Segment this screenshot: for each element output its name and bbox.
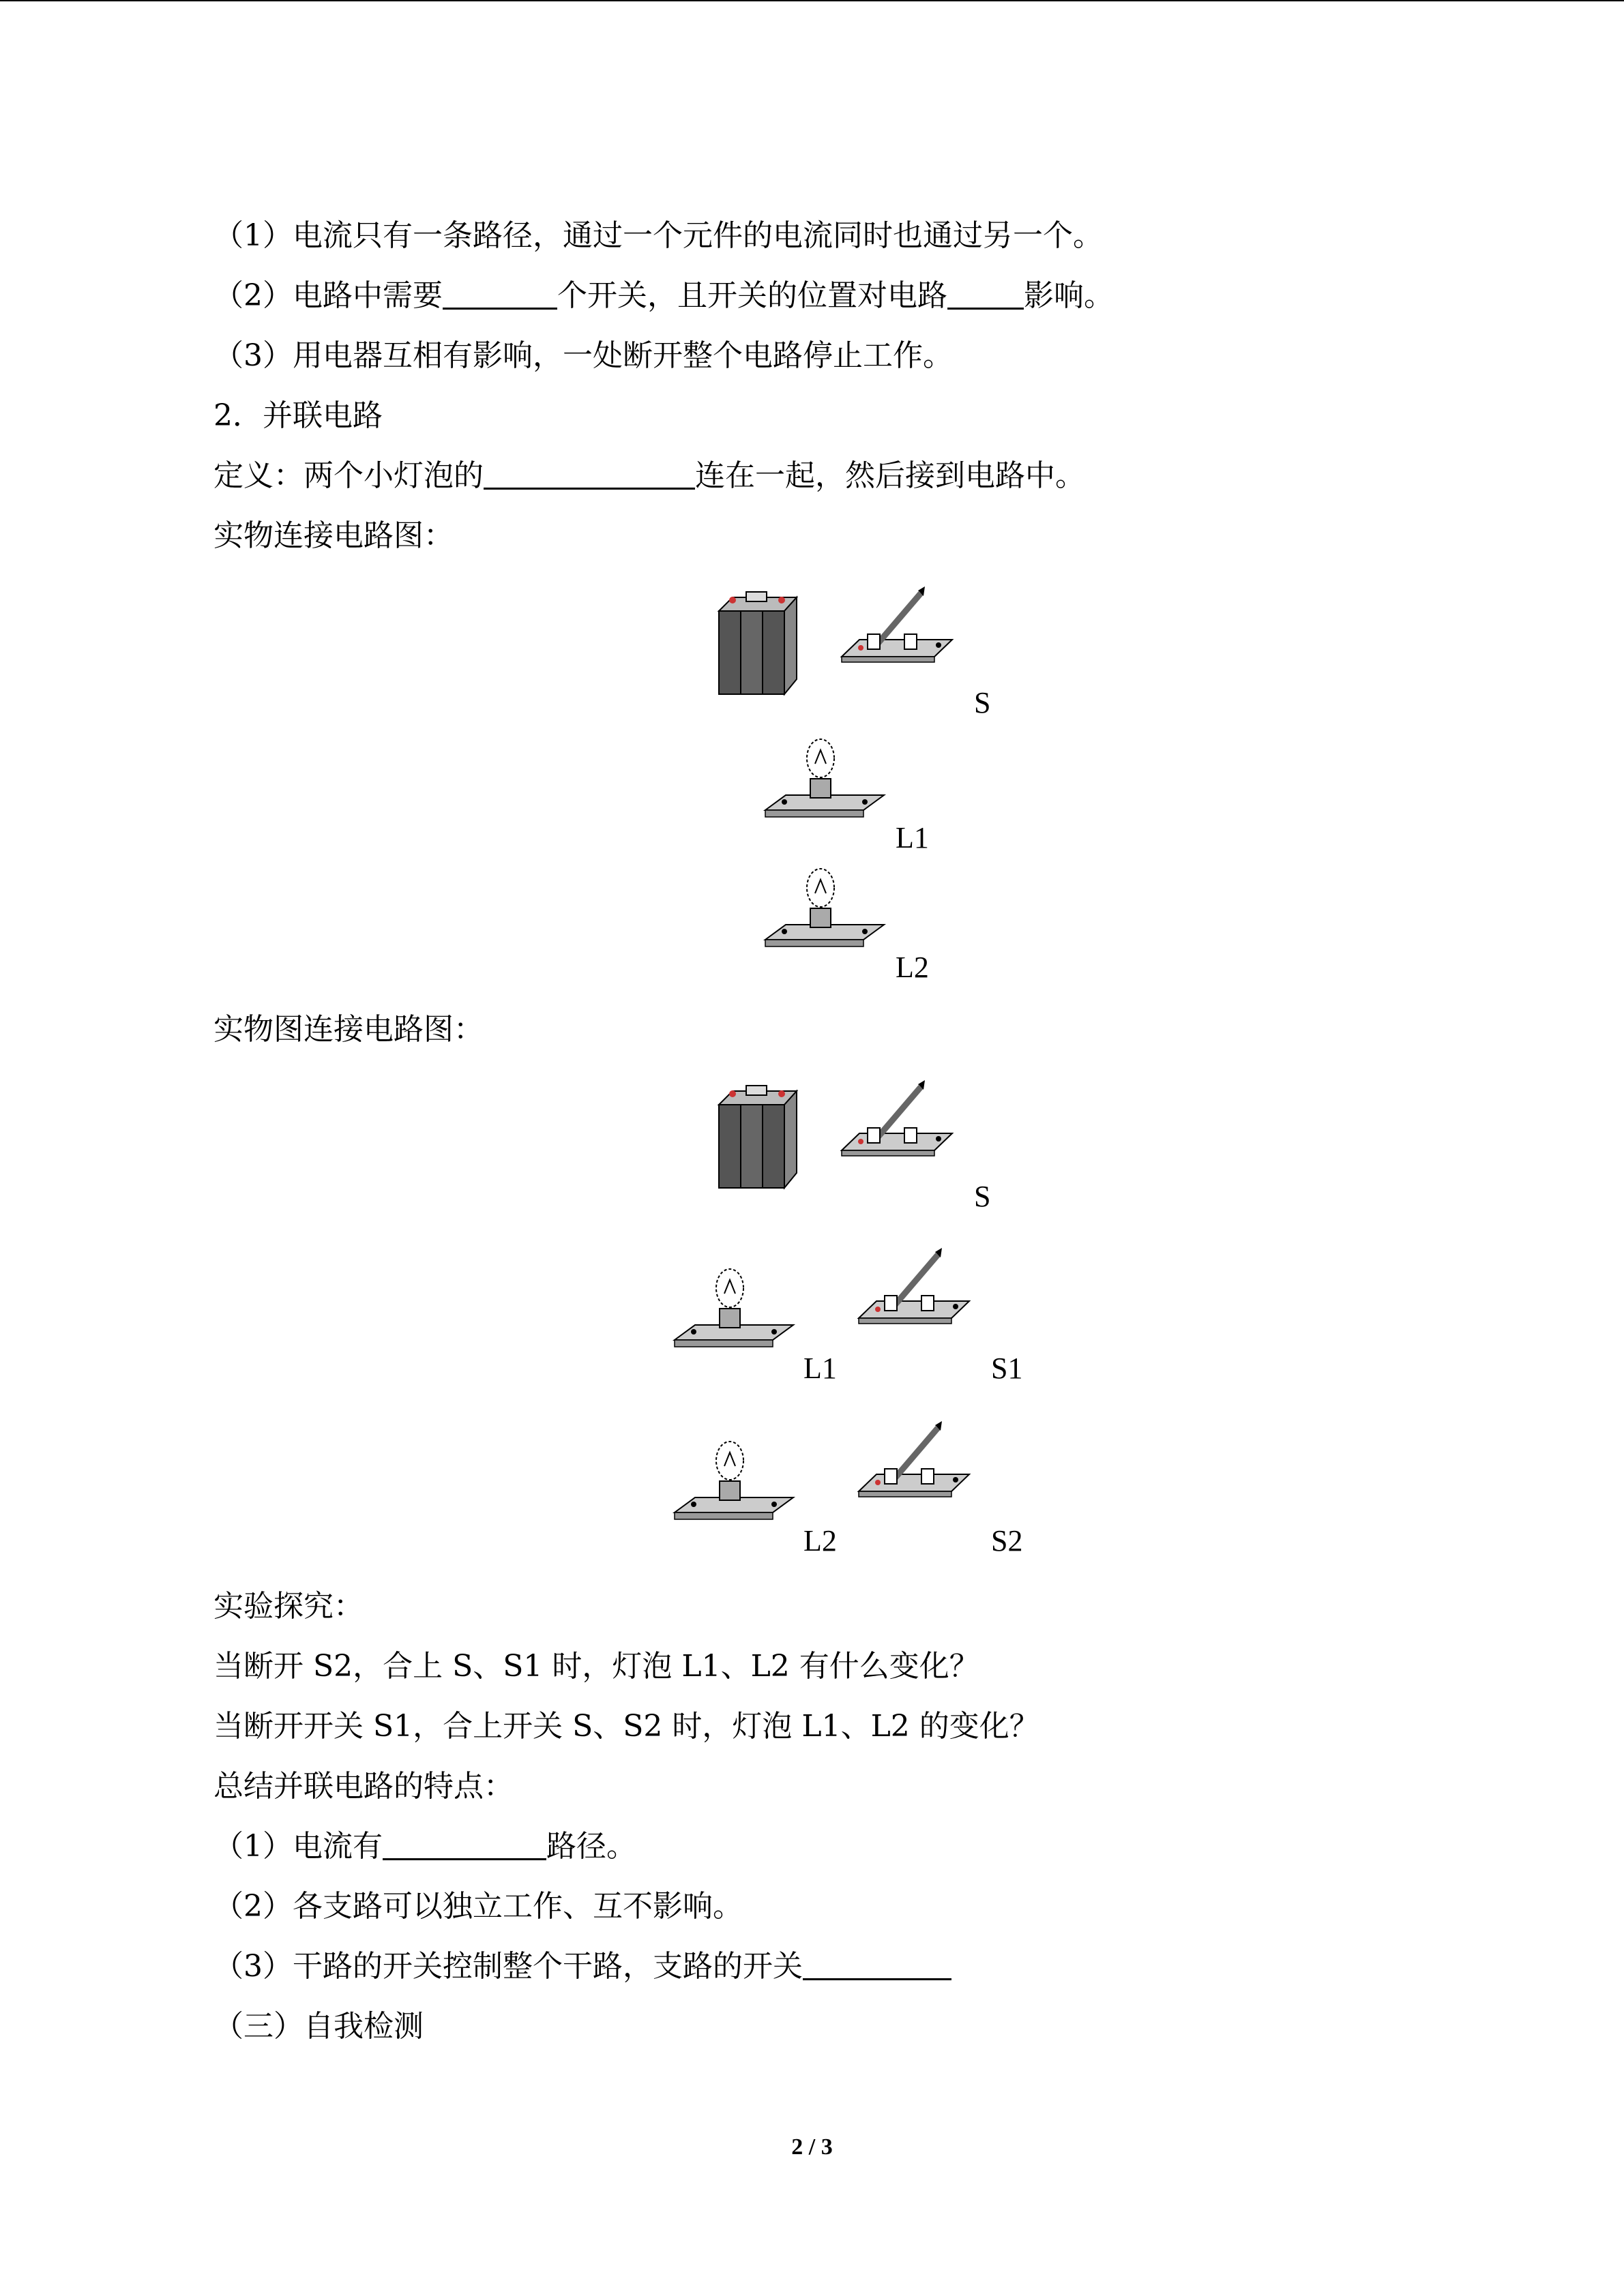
top-border [0, 0, 1624, 1]
lamp-icon [672, 1437, 795, 1533]
section-heading-self-check: （三）自我检测 [213, 2009, 424, 2044]
lamp-label: L1 [803, 1352, 837, 1385]
series-feature-3: （3）用电器互相有影响，一处断开整个电路停止工作。 [213, 338, 953, 373]
switch-icon [856, 1420, 972, 1502]
battery-icon [716, 592, 798, 698]
lamp-label: L1 [896, 821, 929, 854]
section-heading-parallel: 2．并联电路 [213, 398, 383, 433]
question-1: 当断开 S2，合上 S、S1 时，灯泡 L1、L2 有什么变化？ [213, 1649, 979, 1684]
text: 影响。 [1024, 278, 1114, 313]
summary-heading: 总结并联电路的特点： [213, 1769, 514, 1804]
parallel-feature-1 [213, 1828, 636, 1866]
parallel-feature-3 [213, 1948, 951, 1986]
answer-blank [484, 458, 695, 490]
definition-line [213, 457, 1085, 495]
figure2-caption: 实物图连接电路图： [213, 1012, 484, 1047]
text: 路径。 [546, 1829, 636, 1864]
series-feature-2 [213, 277, 1114, 315]
battery-icon [716, 1086, 798, 1191]
answer-blank [803, 1948, 951, 1980]
switch-label: S [974, 686, 991, 719]
switch-icon [839, 1079, 955, 1161]
answer-blank [947, 278, 1024, 310]
switch-label: S1 [991, 1352, 1023, 1385]
answer-blank [383, 1828, 546, 1860]
text: （1）电流有 [213, 1829, 383, 1864]
text: 定义：两个小灯泡的 [213, 458, 484, 493]
switch-icon [856, 1247, 972, 1328]
text: 个开关，且开关的位置对电路 [557, 278, 947, 313]
text: （2）电路中需要 [213, 278, 443, 313]
figure1-caption: 实物连接电路图： [213, 518, 454, 553]
lamp-icon [763, 735, 885, 831]
switch-label: S2 [991, 1524, 1023, 1557]
switch-icon [839, 585, 955, 667]
series-feature-1: （1）电流只有一条路径，通过一个元件的电流同时也通过另一个。 [213, 218, 1103, 253]
lamp-icon [672, 1265, 795, 1360]
experiment-heading: 实验探究： [213, 1589, 364, 1624]
lamp-label: L2 [896, 951, 929, 984]
switch-label: S [974, 1180, 991, 1213]
page-number: 2 / 3 [791, 2134, 833, 2160]
text: （3）干路的开关控制整个干路，支路的开关 [213, 1949, 803, 1984]
lamp-label: L2 [803, 1524, 837, 1557]
lamp-icon [763, 865, 885, 960]
answer-blank [443, 278, 557, 310]
text: 连在一起，然后接到电路中。 [695, 458, 1085, 493]
question-2: 当断开开关 S1，合上开关 S、S2 时，灯泡 L1、L2 的变化？ [213, 1709, 1039, 1744]
parallel-feature-2: （2）各支路可以独立工作、互不影响。 [213, 1889, 743, 1924]
